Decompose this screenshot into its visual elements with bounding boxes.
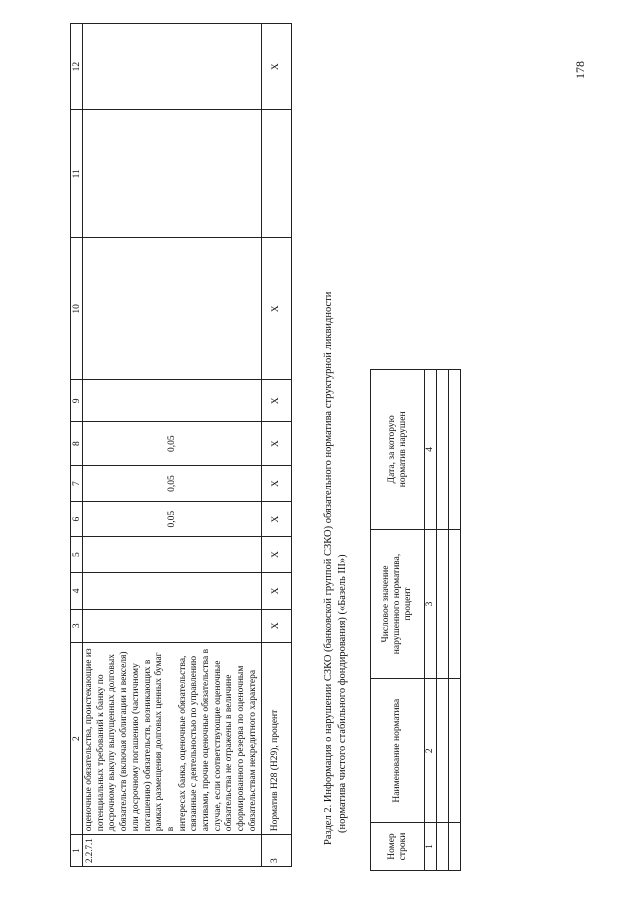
header-line: Числовое значение <box>381 565 391 643</box>
header-line: нарушенного норматива, <box>392 553 402 655</box>
col-number: 12 <box>71 24 83 110</box>
header-line: Дата, за которую <box>386 415 397 484</box>
value-cell: 0,05 <box>83 422 262 465</box>
header-row-number <box>371 823 425 871</box>
value-cell: X <box>261 609 291 642</box>
table-row <box>83 24 262 867</box>
header-row <box>371 370 425 871</box>
empty-row <box>437 370 449 871</box>
value-cell: X <box>261 465 291 502</box>
desc-line: или досрочному погашению (частичному <box>130 663 141 832</box>
value-cell: X <box>261 24 291 110</box>
empty-cell <box>437 370 449 530</box>
col-number: 4 <box>71 573 83 609</box>
empty-cell <box>449 679 461 823</box>
desc-line: обязательствам некредитного характера <box>247 669 258 832</box>
liquidity-table <box>70 23 292 867</box>
section-2-title <box>322 25 350 845</box>
row-code: 3 <box>261 835 291 867</box>
col-number: 9 <box>71 380 83 422</box>
col-number: 3 <box>425 529 437 679</box>
value-cell: X <box>261 502 291 537</box>
desc-line: случае, если соответствующие оценочные <box>212 660 223 832</box>
col-number: 3 <box>71 609 83 642</box>
header-line: процент <box>403 587 413 621</box>
col-number: 4 <box>425 370 437 530</box>
header-numeric-value <box>371 529 425 679</box>
desc-line: связанные с деятельностью по управлению <box>189 655 200 832</box>
table-row <box>261 24 291 867</box>
row-code: 2.2.7.1 <box>83 835 262 867</box>
value-cell <box>83 573 262 609</box>
value-cell <box>83 380 262 422</box>
section-title-line: (норматива чистого стабильного фондирования) («Базель III») <box>337 554 348 833</box>
desc-line: рамках размещения долговых ценных бумаг в <box>154 652 176 832</box>
header-line: Наименование норматива <box>392 698 402 803</box>
value-cell: 0,05 <box>83 502 262 537</box>
col-number: 5 <box>71 536 83 572</box>
value-cell: X <box>261 422 291 465</box>
empty-cell <box>437 823 449 871</box>
col-number: 2 <box>71 642 83 834</box>
desc-line: активами, прочие оценочные обязательства в <box>201 648 212 832</box>
row-description <box>83 642 262 834</box>
empty-row <box>449 370 461 871</box>
value-cell: X <box>261 573 291 609</box>
col-number: 8 <box>71 422 83 465</box>
empty-cell <box>449 823 461 871</box>
desc-line: погашению) обязательств, возникающих в <box>142 659 153 832</box>
desc-line: сформированного резерва по оценочным <box>236 665 247 832</box>
row-description <box>261 642 291 834</box>
header-violation-date <box>371 370 425 530</box>
page-number: 178 <box>573 61 587 79</box>
value-cell <box>83 238 262 380</box>
value-cell <box>83 609 262 642</box>
empty-cell <box>437 679 449 823</box>
empty-cell <box>449 529 461 679</box>
col-number: 1 <box>425 823 437 871</box>
value-cell: X <box>261 536 291 572</box>
header-line: норматив нарушен <box>397 411 408 488</box>
value-cell: X <box>261 238 291 380</box>
value-cell <box>83 536 262 572</box>
value-cell <box>261 110 291 238</box>
desc-line: интересах банка, оценочные обязательства, <box>177 655 188 832</box>
col-number: 11 <box>71 110 83 238</box>
header-norm-name <box>371 679 425 823</box>
value-cell <box>83 24 262 110</box>
desc-line: досрочному выкупу выпущенных долговых <box>107 653 118 832</box>
column-number-row <box>425 370 437 871</box>
value-cell: 0,05 <box>83 465 262 502</box>
section-title-line: Раздел 2. Информация о нарушении СЗКО (банковской группой СЗКО) обязательного норматива структурной ликвидности <box>323 291 334 845</box>
header-line: Номер <box>386 833 397 860</box>
desc-line: обязательств (включая облигации и векселя) <box>119 651 130 832</box>
col-number: 2 <box>425 679 437 823</box>
value-cell: X <box>261 380 291 422</box>
col-number: 7 <box>71 465 83 502</box>
empty-cell <box>437 529 449 679</box>
header-line: строки <box>397 832 408 861</box>
value-cell <box>83 110 262 238</box>
desc-line: обязательства не отражены в величине <box>224 674 235 832</box>
desc-line: потенциальных требований к банку по <box>95 674 106 832</box>
violation-table <box>370 369 461 871</box>
col-number: 10 <box>71 238 83 380</box>
desc-line: оценочные обязательства, проистекающие из <box>84 648 94 832</box>
column-number-row <box>71 24 83 867</box>
col-number: 1 <box>71 835 83 867</box>
empty-cell <box>449 370 461 530</box>
col-number: 6 <box>71 502 83 537</box>
desc-line: Норматив Н28 (Н29), процент <box>270 709 281 832</box>
